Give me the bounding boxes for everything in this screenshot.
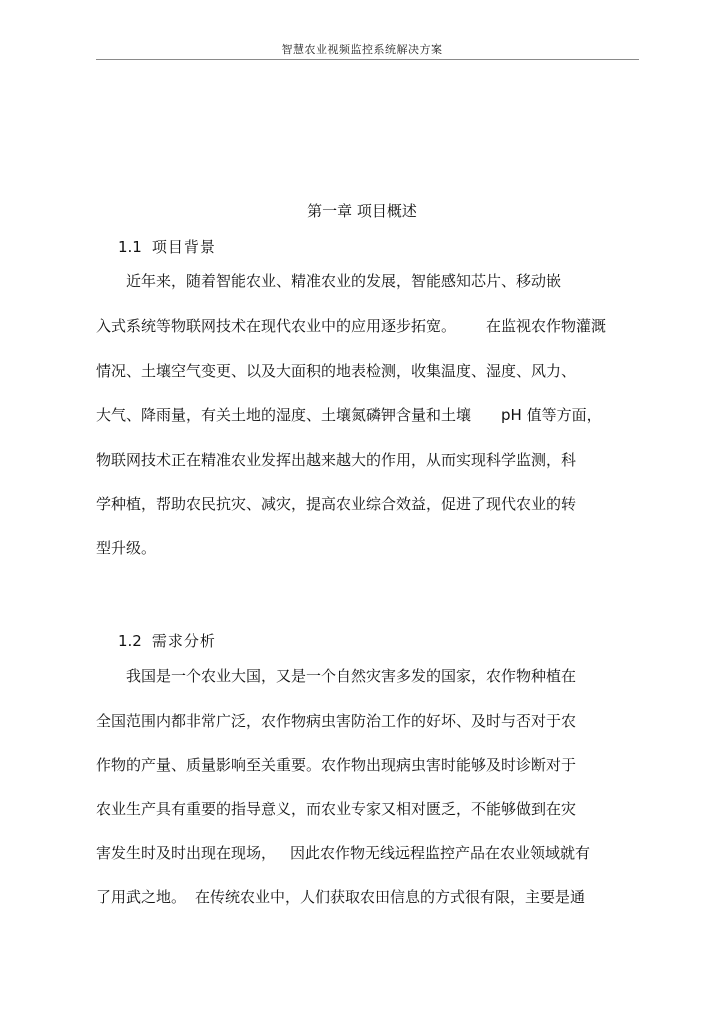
- section-number: 1.1: [118, 238, 142, 256]
- line-segment: 害发生时及时出现在现场，: [96, 844, 277, 862]
- paragraph-line: 近年来，随着智能农业、精准农业的发展，智能感知芯片、移动嵌: [126, 272, 562, 290]
- chapter-title: 第一章 项目概述: [307, 202, 417, 220]
- page-header-title: 智慧农业视频监控系统解决方案: [281, 43, 443, 56]
- paragraph-line: 物联网技术正在精准农业发挥出越来越大的作用，从而实现科学监测，科: [96, 451, 577, 469]
- paragraph-line: 型升级。: [96, 539, 157, 557]
- paragraph-line: 情况、土壤空气变更、以及大面积的地表检测，收集温度、湿度、风力、: [96, 362, 577, 380]
- line-segment: 在监视农作物灌溉: [486, 317, 607, 335]
- section-heading-1-2: [118, 630, 216, 651]
- line-segment: 了用武之地。: [96, 888, 187, 906]
- section-heading-1-1: [118, 236, 216, 257]
- paragraph-line: [96, 405, 602, 425]
- paragraph-line: 作物的产量、质量影响至关重要。农作物出现病虫害时能够及时诊断对于: [96, 756, 577, 774]
- paragraph-line: 学种植，帮助农民抗灾、减灾，提高农业综合效益，促进了现代农业的转: [96, 495, 577, 513]
- paragraph-line: 农业生产具有重要的指导意义，而农业专家又相对匮乏，不能够做到在灾: [96, 800, 577, 818]
- line-segment: 因此农作物无线远程监控产品在农业领域就有: [290, 844, 591, 862]
- paragraph-line: [96, 316, 606, 336]
- paragraph-line: [96, 887, 585, 907]
- line-segment: 在传统农业中，人们获取农田信息的方式很有限，主要是通: [195, 888, 586, 906]
- paragraph-line: [96, 843, 590, 863]
- line-segment: 大气、降雨量，有关土地的湿度、土壤氮磷钾含量和土壤: [96, 406, 472, 424]
- line-segment: 入式系统等物联网技术在现代农业中的应用逐步拓宽。: [96, 317, 457, 335]
- section-number: 1.2: [118, 632, 142, 650]
- header-rule: [96, 59, 639, 60]
- section-title: 项目背景: [151, 238, 216, 256]
- paragraph-line: 我国是一个农业大国，又是一个自然灾害多发的国家，农作物种植在: [126, 667, 577, 685]
- paragraph-line: 全国范围内都非常广泛，农作物病虫害防治工作的好坏、及时与否对于农: [96, 712, 577, 730]
- line-segment: pH 值等方面，: [501, 406, 602, 424]
- section-title: 需求分析: [151, 632, 216, 650]
